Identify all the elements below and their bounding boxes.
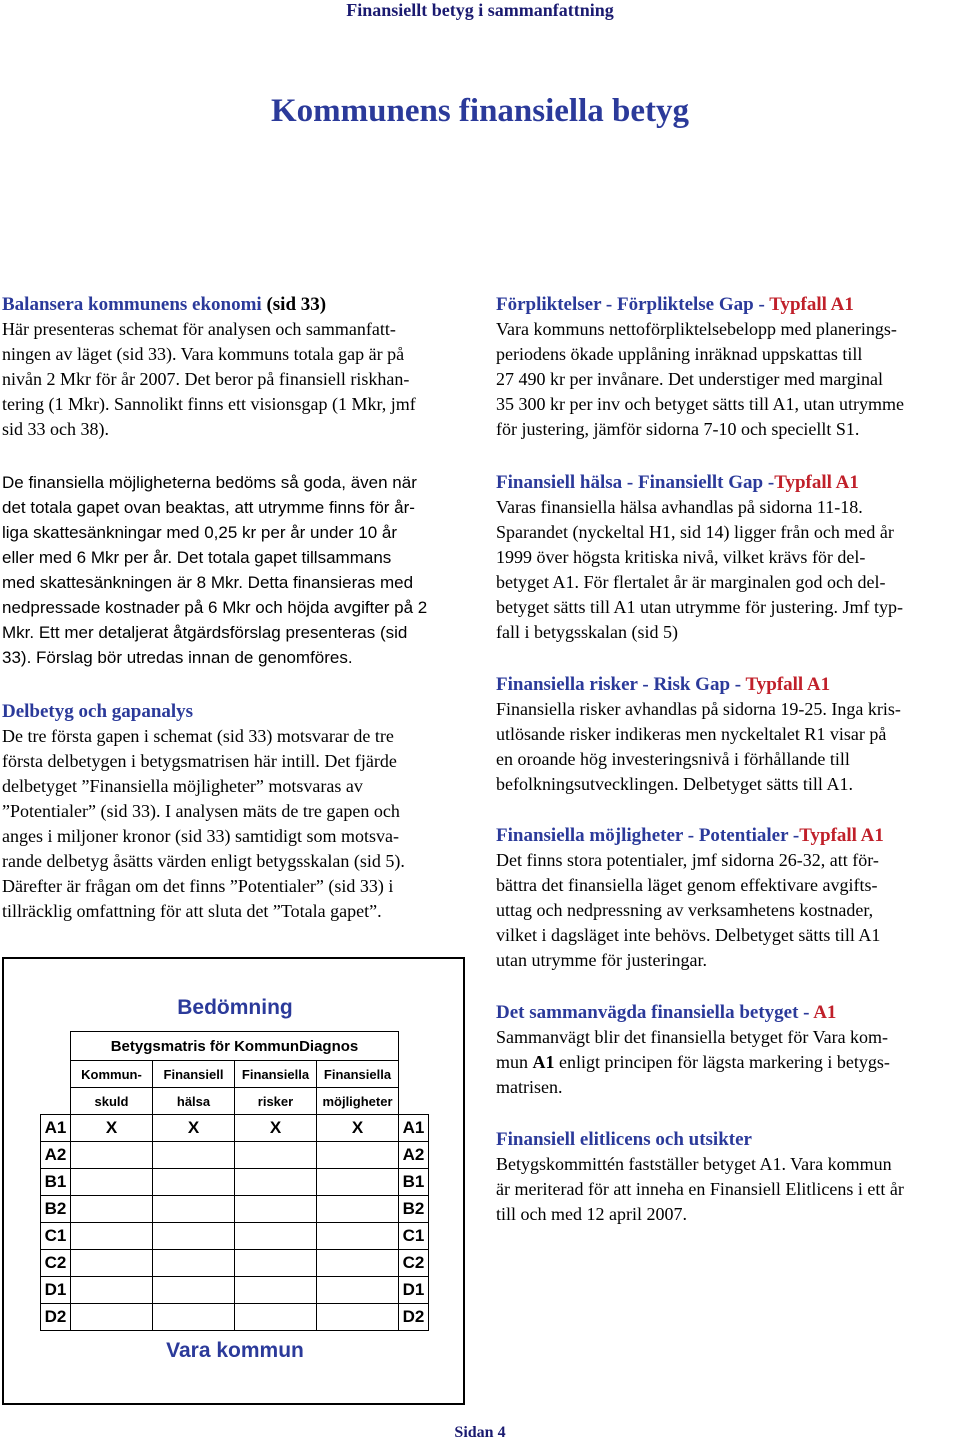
section-heading-forpliktelser: Förpliktelser - Förpliktelse Gap - Typfall A1 [496,294,854,315]
matrix-footer: Vara kommun [166,1339,304,1362]
matrix-cell [71,1304,153,1331]
matrix-cell: X [235,1115,317,1142]
paragraph-mojligheter: De finansiella möjligheterna bedöms så goda, även när det totala gapet ovan beaktas, att utrymme finns för år- liga skattesänkningar med 0,25 kr per år under 10 år eller med 6 Mkr per år. Det totala gapet tillsammans med skattesänkningen är 8 Mkr. Detta finansieras med nedpressade kostnader på 6 Mkr och höjda avgifter på 2 Mkr. Ett mer detaljerat åtgärdsförslag presenteras (sid 33). Förslag bör utredas innan de genomföres. [2,473,428,667]
matrix-cell [71,1250,153,1277]
section-halsa: Finansiell hälsa - Finansiellt Gap -Typfall A1 Varas finansiella hälsa avhandlas på sidorna 11-18. Sparandet (nyckeltal H1, sid 14) ligger från och med år 1999 över högsta kritiska nivå, vilket krävs för del- betyget A1. För flertalet år är marginalen god och del- betyget sätts till A1 utan utrymme för justering. Jmf typ- fall i betygsskalan (sid 5) [496,470,958,645]
section-heading-elitlicens: Finansiell elitlicens och utsikter [496,1129,752,1150]
matrix-cell: X [71,1115,153,1142]
matrix-cell [235,1223,317,1250]
matrix-cell [71,1169,153,1196]
matrix-cell [153,1223,235,1250]
section-delbetyg: Delbetyg och gapanalys De tre första gapen i schemat (sid 33) motsvarar de tre första delbetygen i betygsmatrisen här intill. Det fjärde delbetyget ”Finansiella möjligheter” motsvaras av ”Potentialer” (sid 33). I analysen mäts de tre gapen och anges i miljoner kronor (sid 33) samtidigt som motsva- rande delbetyg åsätts värden enligt betygsskalan (sid 5). Därefter är frågan om det finns ”Potentialer” (sid 33) i tillräcklig omfattning för att sluta det ”Totala gapet”. [2,699,472,924]
matrix-cell [235,1169,317,1196]
matrix-cell [71,1223,153,1250]
matrix-row [41,1223,429,1250]
matrix-col-header: risker [235,1088,317,1115]
matrix-row [41,1169,429,1196]
matrix-cell [235,1304,317,1331]
section-forpliktelser: Förpliktelser - Förpliktelse Gap - Typfall A1 Vara kommuns nettoförpliktelsebelopp med planerings- periodens ökade upplåning inräknad uppskattas till 27 490 kr per invånare. Det understiger med marginal 35 300 kr per inv och betyget sätts till A1, utan utrymme för justering, jämför sidorna 7-10 och speciellt S1. [496,292,958,442]
matrix-row [41,1115,429,1142]
grade-label: D2 [41,1304,71,1331]
matrix-cell [153,1169,235,1196]
matrix-cell [317,1142,399,1169]
matrix-cell [317,1250,399,1277]
matrix-cell [153,1196,235,1223]
grade-label: C2 [399,1250,429,1277]
left-column [2,292,472,442]
grade-label: C1 [41,1223,71,1250]
section-elitlicens: Finansiell elitlicens och utsikter Betygskommittén fastställer betyget A1. Vara kommun är meriterad för att inneha en Finansiell Elitlicens i ett år till och med 12 april 2007. [496,1127,958,1227]
matrix-cell [235,1196,317,1223]
section-risker: Finansiella risker - Risk Gap - Typfall A1 Finansiella risker avhandlas på sidorna 19-25. Inga kris- utlösande risker indikeras men nyckeltalet R1 visar på en oroande hög investeringsnivå i förhållande till befolkningsutvecklingen. Delbetyget sätts till A1. [496,672,958,797]
grade-label: D1 [41,1277,71,1304]
matrix-col-header: möjligheter [317,1088,399,1115]
matrix-cell [235,1142,317,1169]
matrix-cell [317,1304,399,1331]
section-heading-risker: Finansiella risker - Risk Gap - Typfall A1 [496,674,831,695]
matrix-cell [71,1196,153,1223]
matrix-cell [153,1304,235,1331]
matrix-col-header: Finansiella [235,1061,317,1088]
running-header: Finansiellt betyg i sammanfattning [346,0,614,20]
matrix-col-header: Kommun- [71,1061,153,1088]
section-heading-delbetyg: Delbetyg och gapanalys [2,701,194,722]
section-heading-sammanvagt: Det sammanvägda finansiella betyget - A1 [496,1002,837,1023]
page-title: Kommunens finansiella betyg [270,93,690,129]
grade-label: B2 [399,1196,429,1223]
matrix-cell: X [317,1115,399,1142]
grade-label: C1 [399,1223,429,1250]
section-heading-balansera: Balansera kommunens ekonomi (sid 33) [2,294,327,315]
matrix-row [41,1304,429,1331]
grade-label: B1 [41,1169,71,1196]
grade-label: A2 [399,1142,429,1169]
matrix-row [41,1196,429,1223]
matrix-heading: Bedömning [177,996,293,1019]
matrix-cell [235,1277,317,1304]
matrix-cell [71,1277,153,1304]
matrix-cell [317,1196,399,1223]
grade-label: A2 [41,1142,71,1169]
grade-label: D1 [399,1277,429,1304]
section-heading-mojligheter: Finansiella möjligheter - Potentialer -Typfall A1 [496,825,884,846]
section-heading-halsa: Finansiell hälsa - Finansiellt Gap -Typfall A1 [496,472,859,493]
matrix-col-header: Finansiella [317,1061,399,1088]
matrix-cell [153,1142,235,1169]
grade-matrix [40,1031,429,1331]
matrix-row [41,1142,429,1169]
matrix-col-header: hälsa [153,1088,235,1115]
grade-label: A1 [41,1115,71,1142]
matrix-cell [153,1250,235,1277]
grade-label: B2 [41,1196,71,1223]
matrix-row [41,1250,429,1277]
matrix-cell [317,1223,399,1250]
matrix-caption: Betygsmatris för KommunDiagnos [71,1032,399,1061]
section-body-balansera: Här presenteras schemat för analysen och sammanfatt- ningen av läget (sid 33). Vara kommuns totala gap är på nivån 2 Mkr för år 2007. Det beror på finansiell riskhan- tering (1 Mkr). Sannolikt finns ett visionsgap (1 Mkr, jmf sid 33 och 38). [2,319,416,439]
matrix-cell [71,1142,153,1169]
grade-label: A1 [399,1115,429,1142]
matrix-cell [235,1250,317,1277]
matrix-col-header: skuld [71,1088,153,1115]
matrix-row [41,1277,429,1304]
section-mojligheter: Finansiella möjligheter - Potentialer -Typfall A1 Det finns stora potentialer, jmf sidorna 26-32, att för- bättra det finansiella läget genom effektivare avgifts- uttag och nedpressning av verksamhetens kostnader, vilket i dagsläget inte behövs. Delbetyget sätts till A1 utan utrymme för justeringar. [496,823,958,973]
matrix-col-header: Finansiell [153,1061,235,1088]
page-number: Sidan 4 [454,1424,506,1441]
matrix-cell [317,1277,399,1304]
grade-label: D2 [399,1304,429,1331]
grade-label: C2 [41,1250,71,1277]
matrix-cell: X [153,1115,235,1142]
matrix-cell [153,1277,235,1304]
matrix-cell [317,1169,399,1196]
grade-label: B1 [399,1169,429,1196]
section-sammanvagt: Det sammanvägda finansiella betyget - A1 Sammanvägt blir det finansiella betyget för Vara kom- mun A1 enligt principen för lägsta markering i betygs- matrisen. [496,1000,958,1100]
